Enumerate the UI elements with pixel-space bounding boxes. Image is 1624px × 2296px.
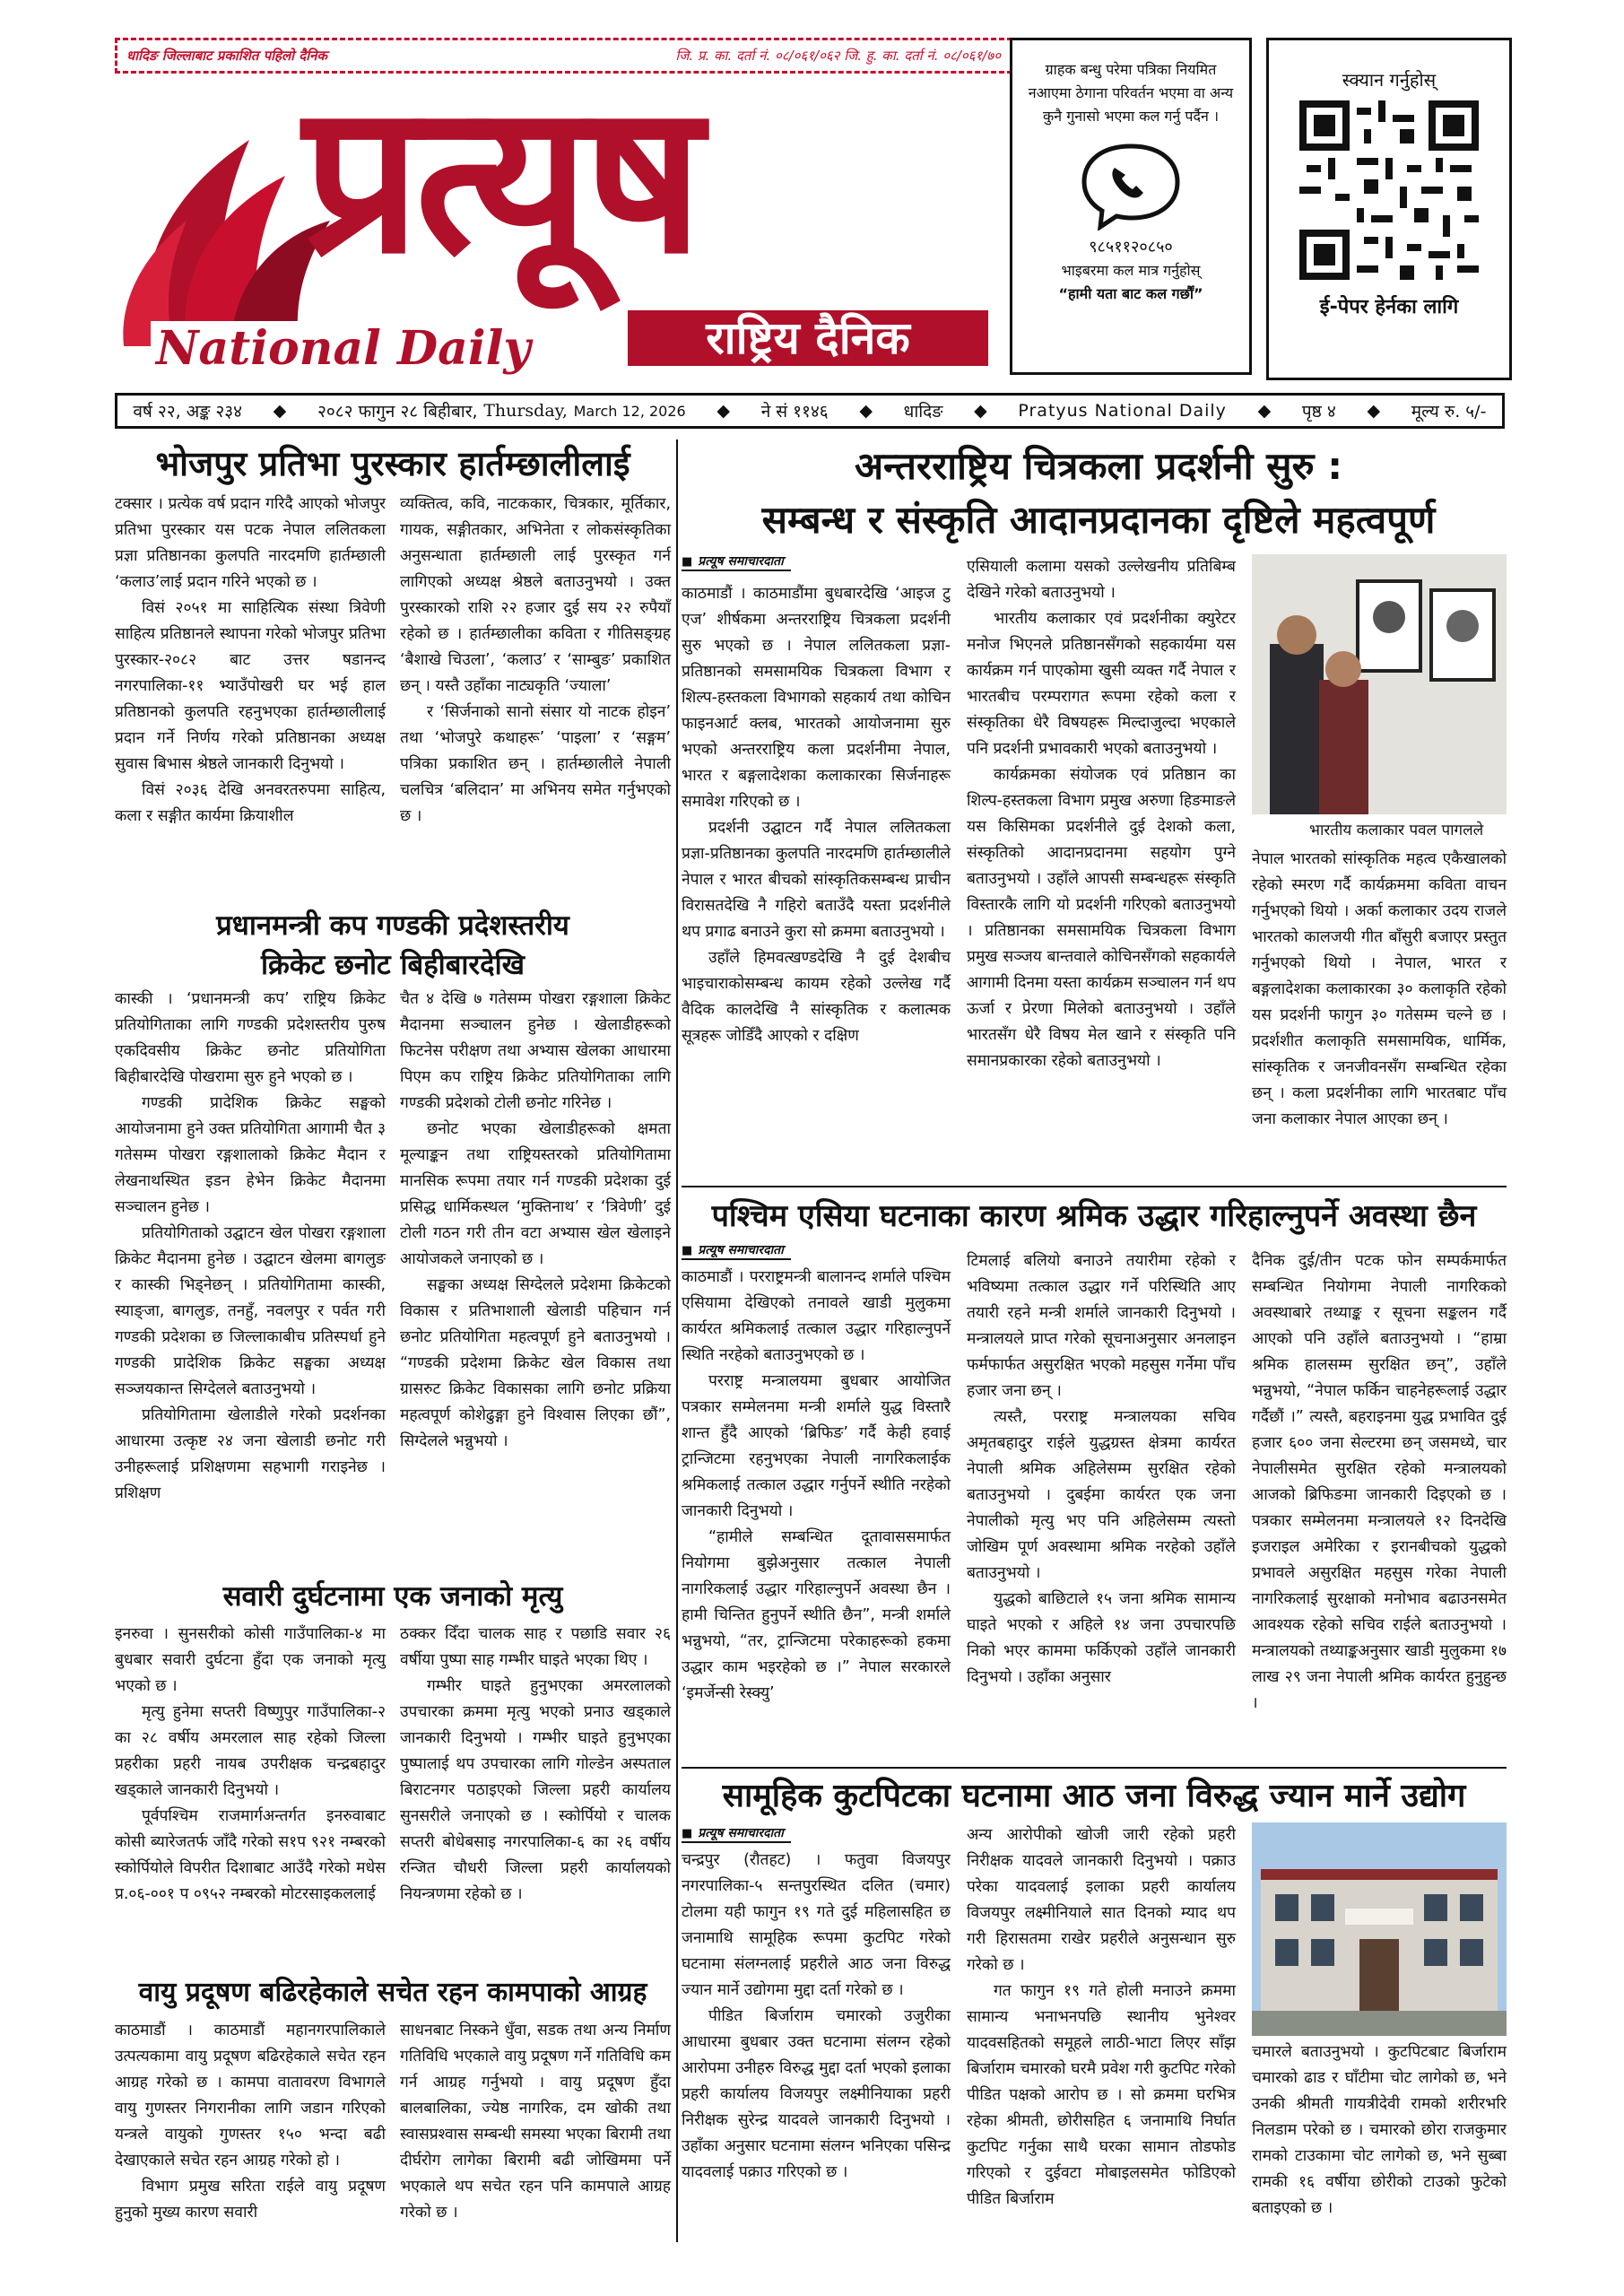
paragraph: युद्धको बाछिटाले १५ जना श्रमिक सामान्य घाइते भएको र अहिले १४ जना उपचारपछि निको भएर काममा फर्किएको उहाँले जानकारी दिनुभयो । उहाँका अनुसार — [967, 1590, 1236, 1686]
paragraph: त्यस्तै, परराष्ट्र मन्त्रालयका सचिव अमृतबहादुर राईले युद्धग्रस्त क्षेत्रमा कार्यरत नेपाली श्रमिक अहिलेसम्म सुरक्षित रहेको बताउनुभयो । दुबईमा कार्यरत एक जना नेपालीको मृत्यु भए पनि अहिलेसम्म त्यस्तो जोखिम पूर्ण अवस्थामा श्रमिक नरहेको उहाँले बताउनुभयो । — [967, 1408, 1236, 1582]
paragraph: प्रदर्शनी उद्घाटन गर्दै नेपाल ललितकला प्रज्ञा-प्रतिष्ठानका कुलपति नारदमणि हार्तम्छालीले नेपाल र भारत बीचको सांस्कृतिकसम्बन्ध प्राचीन विरासतदेखि नै गहिरो बताउँदै यस्ता प्रदर्शनीले थप प्रगाढ बनाउने कुरा सो क्रममा बताउनुभयो । — [682, 819, 951, 941]
column-divider — [676, 439, 678, 2242]
viber-note: भाइबरमा कल मात्र गर्नुहोस् — [1061, 262, 1201, 279]
cricket-column-1 — [115, 987, 386, 1507]
bhojpur-headline[interactable]: भोजपुर प्रतिभा पुरस्कार हार्तम्छालीलाई — [155, 444, 630, 483]
paragraph: अन्य आरोपीको खोजी जारी रहेको प्रहरी निरीक्षक यादवले जानकारी दिनुभयो । पक्राउ परेका यादवलाई इलाका प्रहरी कार्यालय विजयपुर लक्ष्मीनियाले सात दिनको म्याद थप गरी हिरासतमा राखेर प्रहरीले अनुसन्धान सुरु गरेको छ । — [967, 1826, 1236, 1974]
logo-english-subtitle: National Daily — [151, 321, 536, 376]
paragraph: “हामीले सम्बन्धित दूतावाससमार्फत नियोगमा बुझेअनुसार तत्काल नेपाली नागरिकलाई उद्धार गरिहाल्नुपर्ने अवस्था छैन । हामी चिन्तित हुनुपर्ने स्थीति छैन”, मन्त्री शर्माले भन्नुभयो, “तर, ट्रान्जिटमा परेकाहरूको हकमा उद्धार काम भइरहेको छ ।” नेपाल सरकारले ‘इमर्जेन्सी रेस्क्यु’ — [682, 1528, 951, 1702]
assault-byline: ■ प्रत्यूष समाचारदाता — [682, 1824, 791, 1843]
paragraph: नेपाल भारतको सांस्कृतिक महत्व एकैखालको रहेको स्मरण गर्दै कार्यक्रममा कविता वाचन गर्नुभएको थियो । अर्का कलाकार उदय राजले भारतको कालजयी गीत बाँसुरी बजाएर प्रस्तुत गर्नुभएको थियो । नेपाल, भारत र बङ्गलादेशका कलाकारका ३० कलाकृति रहेको यस प्रदर्शनी फागुन ३० गतेसम्म चल्ने छ । प्रदर्शशीत कलाकृति समसामयिक, धार्मिक, सांस्कृतिक र जनजीवनसँग सम्बन्धित रहेका छन् । कला प्रदर्शनीका लागि भारतबाट पाँच जना कलाकार नेपाल आएका छन् । — [1252, 850, 1507, 1128]
paragraph: टक्सार । प्रत्येक वर्ष प्रदान गरिदै आएको भोजपुर प्रतिभा पुरस्कार यस पटक नेपाल ललितकला प्रज्ञा प्रतिष्ठानका कुलपति नारदमणि हार्तम्छाली ‘कलाउ’लाई प्रदान गरिने भएको छ । — [115, 495, 386, 591]
pollution-column-2 — [400, 2018, 671, 2226]
paragraph: कास्की । ‘प्रधानमन्त्री कप’ राष्ट्रिय क्रिकेट प्रतियोगिताका लागि गण्डकी प्रदेशस्तरीय पुरुष एकदिवसीय क्रिकेट छनोट प्रतियोगिता बिहीबारदेखि पोखरामा सुरु हुने भएको छ । — [115, 990, 386, 1086]
art-headline[interactable] — [690, 439, 1507, 547]
diamond-icon: ◆ — [1367, 401, 1381, 421]
paragraph: काठमाडौं । काठमाडौं महानगरपालिकाले उत्पत्यकामा वायु प्रदूषण बढिरहेकाले सचेत रहन आग्रह गरेको छ । कामपा वातावरण विभागले वायु गुणस्तर निगरानीका लागि जडान गरिएको यन्त्रले वायुको गुणस्तर १५० भन्दा बढी देखाएकाले सचेत रहन आग्रह गरेको हो । — [115, 2022, 386, 2170]
viber-quote: “हामी यता बाट कल गर्छौं” — [1058, 285, 1203, 302]
phone-number[interactable]: ९८५११२०८५० — [1089, 238, 1173, 257]
gallery-scene-icon — [1252, 554, 1507, 814]
westasia-column-1 — [682, 1265, 951, 1707]
paragraph: मृत्यु हुनेमा सप्तरी विष्णुपुर गाउँपालिका-२ का २८ वर्षीय अमरलाल साह रहेको जिल्ला प्रहरीका प्रहरी नायब उपरीक्षक चन्द्रबहादुर खड्काले जानकारी दिनुभयो । — [115, 1703, 386, 1799]
diamond-icon: ◆ — [859, 401, 873, 421]
paragraph: गम्भीर घाइते हुनुभएका अमरलालको उपचारका क्रममा मृत्यु भएको प्रनाउ खड्काले जानकारी दिनुभयो । गम्भीर घाइते हुनुभएका पुष्पालाई थप उपचारका लागि गोल्डेन अस्पताल बिराटनगर पठाइएको जिल्ला प्रहरी कार्यालय सुनसरीले जनाएको छ । स्कोर्पियो र चालक सप्तरी बोधेबसाइ नगरपालिका-६ का २६ वर्षीय रन्जित चौधरी जिल्ला प्रहरी कार्यालयको नियन्त्रणमा रहेको छ । — [400, 1677, 671, 1903]
cricket-headline[interactable] — [115, 906, 671, 985]
paragraph: काठमाडौं । काठमाडौंमा बुधबारदेखि ‘आइज टु एज’ शीर्षकमा अन्तरराष्ट्रिय चित्रकला प्रदर्शनी सुरु भएको छ । नेपाल ललितकला प्रज्ञा-प्रतिष्ठानको समसामयिक चित्रकला विभाग र शिल्प-हस्तकला विभागको सहकार्य तथा कोचिन फाइनआर्ट क्लब, भारतको आयोजनामा सुरु भएको अन्तरराष्ट्रिय कला प्रदर्शनीमा नेपाल, भारत र बङ्गलादेशका कलाकारका सिर्जनाहरू समावेश गरिएको छ । — [682, 585, 951, 811]
art-headline-line-2: सम्बन्ध र संस्कृति आदानप्रदानका दृष्टिले महत्वपूर्ण — [761, 498, 1436, 542]
dateline-bar — [115, 393, 1505, 429]
cricket-headline-line-2: क्रिकेट छनोट बिहीबारदेखि — [261, 949, 525, 981]
pollution-headline[interactable]: वायु प्रदूषण बढिरहेकाले सचेत रहन कामपाको आग्रह — [138, 1977, 647, 2008]
logo-nepali-subtitle: राष्ट्रिय दैनिक — [628, 310, 988, 366]
art-column-2 — [967, 554, 1236, 1074]
nepal-samvat: ने सं ११४६ — [760, 402, 829, 422]
assault-column-3 — [1252, 2039, 1507, 2222]
paragraph: कार्यक्रमका संयोजक एवं प्रतिष्ठान का शिल्प-हस्तकला विभाग प्रमुख अरुणा हिङमाङले यस किसिमका प्रदर्शनीले दुई देशको कला, संस्कृतिको आदानप्रदानमा सहयोग पुग्ने बताउनुभयो । उहाँले आपसी सम्बन्धहरू संस्कृति विस्तारकै लागि यो प्रदर्शनी गरिएको बताउनुभयो । प्रतिष्ठानका समसामयिक चित्रकला विभाग प्रमुख सञ्जय बान्तवाले कोचिनसँगको सहकार्यले आगामी दिनमा यस्ता कार्यक्रम सञ्चालन गर्न थप ऊर्जा र प्रेरणा मिलेको बताउनुभयो । उहाँले भारतसँग धेरै विषय मेल खाने र संस्कृति पनि समानप्रकारका रहेको बताउनुभयो । — [967, 766, 1236, 1070]
paragraph: इनरुवा । सुनसरीको कोसी गाउँपालिका-४ मा बुधबार सवारी दुर्घटना हुँदा एक जनाको मृत्यु भएको छ । — [115, 1625, 386, 1695]
epaper-label: ई-पेपर हेर्नका लागि — [1319, 296, 1459, 318]
bhojpur-column-1 — [115, 491, 386, 830]
paragraph: दैनिक दुई/तीन पटक फोन सम्पर्कमार्फत सम्बन्धित नियोगमा नेपाली नागरिकको अवस्थाबारे तथ्याङ्क र सूचना सङ्कलन गर्दै आएको पनि उहाँले बताउनुभयो । “हाम्रा श्रमिक हालसम्म सुरक्षित छन्”, उहाँले भन्नुभयो, “नेपाल फर्किन चाहनेहरूलाई उद्धार गर्दैछौं ।” त्यस्तै, बहराइनमा युद्ध प्रभावित दुई हजार ६०० जना सेल्टरमा छन् जसमध्ये, चार नेपालीसमेत सुरक्षित रहेको मन्त्रालयको आजको ब्रिफिङमा जानकारी दिइएको छ । पत्रकार सम्मेलनमा मन्त्रालयले १२ दिनदेखि इजराइल अमेरिका र इरानबीचको युद्धको प्रभावले असुरक्षित महसुस गरेका नेपाली नागरिकलाई सुरक्षाको मनोभाव बढाउनसमेत आवश्यक रहेको सचिव राईले बताउनुभयो । मन्त्रालयको तथ्याङ्कअनुसार खाडी मुलुकमा १७ लाख २९ जना नेपाली श्रमिक कार्यरत हुनुहुन्छ । — [1252, 1252, 1507, 1712]
art-column-3 — [1252, 847, 1507, 1133]
diamond-icon: ◆ — [1257, 401, 1272, 421]
paragraph: व्यक्तित्व, कवि, नाटककार, चित्रकार, मूर्तिकार, गायक, सङ्गीतकार, अभिनेता र लोकसंस्कृतिका अनुसन्धाता हार्तम्छाली लाई पुरस्कृत गर्न लागिएको अध्यक्ष श्रेष्ठले बताउनुभयो । उक्त पुरस्कारको राशि २२ हजार दुई सय २२ रुपैयाँ रहेको छ । हार्तम्छालीका कविता र गीतिसङ्ग्रह ‘बैशाखे चिउला’, ‘कलाउ’ र ‘साम्बुङ’ प्रकाशित छन् । यस्तै उहाँका नाट्यकृति ‘ज्याला’ — [400, 495, 671, 695]
page-number: पृष्ठ ४ — [1301, 402, 1336, 422]
date-english: March 12, 2026 — [573, 402, 686, 420]
building-icon — [1252, 1822, 1507, 2036]
customer-service-box — [1010, 38, 1252, 375]
paragraph: पीडित बिर्जाराम चमारको उजुरीका आधारमा बुधबार उक्त घटनामा संलग्न रहेको आरोपमा उनीहरु विरुद्ध मुद्दा दर्ता भएको इलाका प्रहरी कार्यालय विजयपुर लक्ष्मीनियाका प्रहरी निरीक्षक सुरेन्द्र यादवले जानकारी दिनुभयो । उहाँका अनुसार घटनामा संलग्न भनिएका पसिन्द्र यादवलाई पक्राउ गरिएको छ । — [682, 2007, 951, 2181]
paragraph: सङ्घका अध्यक्ष सिग्देलले प्रदेशमा क्रिकेटको विकास र प्रतिभाशाली खेलाडी पहिचान गर्न छनोट प्रतियोगिता महत्वपूर्ण हुने बताउनुभयो । “गण्डकी प्रदेशमा क्रिकेट खेल विकास तथा ग्रासरुट क्रिकेट विकासका लागि छनोट प्रक्रिया महत्वपूर्ण कोशेढुङ्गा हुने विश्वास लिएका छौं”, सिग्देलले भन्नुभयो । — [400, 1276, 671, 1450]
accident-column-2 — [400, 1622, 671, 1908]
paragraph: भारतीय कलाकार एवं प्रदर्शनीका क्युरेटर मनोज भिएनले प्रतिष्ठानसँगको सहकार्यमा यस कार्यक्रम गर्न पाएकोमा खुसी व्यक्त गर्दै नेपाल र भारतबीच परम्परागत रूपमा रहेको कला र संस्कृतिका धेरै विषयहरू मिल्दाजुल्दा भएकाले पनि प्रदर्शनी प्रभावकारी भएको बताउनुभयो । — [967, 610, 1236, 758]
police-office-photo — [1252, 1822, 1507, 2036]
cricket-headline-line-1: प्रधानमन्त्री कप गण्डकी प्रदेशस्तरीय — [216, 909, 569, 942]
diamond-icon: ◆ — [273, 401, 287, 421]
assault-column-2 — [967, 1822, 1236, 2213]
westasia-column-3 — [1252, 1248, 1507, 1717]
paragraph: उहाँले हिमवत्खण्डदेखि नै दुई देशबीच भाइचाराकोसम्बन्ध कायम रहेको उल्लेख गर्दै वैदिक कालदेखि नै सांस्कृतिक र कलात्मक सूत्रहरू जोडिँदै आएको र दक्षिण — [682, 949, 951, 1045]
westasia-headline[interactable]: पश्चिम एसिया घटनाका कारण श्रमिक उद्धार गरिहाल्नुपर्ने अवस्था छैन — [711, 1198, 1477, 1234]
assault-headline[interactable]: सामूहिक कुटपिटका घटनामा आठ जना विरुद्ध ज्यान मार्ने उद्योग — [722, 1778, 1466, 1814]
pollution-column-1 — [115, 2018, 386, 2226]
section-divider — [682, 1767, 1507, 1769]
paragraph: पूर्वपश्चिम राजमार्गअन्तर्गत इनरुवाबाट कोसी ब्यारेजतर्फ जाँदै गरेको स१प ९२१ नम्बरको स्कोर्पियोले विपरीत दिशाबाट आउँदै गरेको मधेस प्र.०६-००१ प ०९५२ नम्बरको मोटरसाइकललाई — [115, 1807, 386, 1903]
logo-title: प्रत्यूष — [303, 60, 698, 300]
paragraph: ठक्कर दिँदा चालक साह र पछाडि सवार २६ वर्षीया पुष्पा साह गम्भीर घाइते भएका थिए । — [400, 1625, 671, 1669]
paragraph: परराष्ट्र मन्त्रालयमा बुधबार आयोजित पत्रकार सम्मेलनमा मन्त्री शर्माले युद्ध विस्तारै शान्त हुँदै आएको ‘ब्रिफिङ’ गर्दै केही हवाई ट्रान्जिटमा रहनुभएका नेपाली नागरिकलाईक श्रमिकलाई तत्काल उद्धार गर्नुपर्ने स्थीति नरहेको जानकारी दिनुभयो । — [682, 1372, 951, 1520]
weekday-english: Thursday, — [483, 401, 568, 421]
paragraph: प्रतियोगिताको उद्घाटन खेल पोखरा रङ्गशाला क्रिकेट मैदानमा हुनेछ । उद्घाटन खेलमा बागलुङ र कास्की भिड्नेछन् । प्रतियोगितामा कास्की, स्याङ्जा, बागलुङ, तनहुँ, नवलपुर र पर्वत गरी गण्डकी प्रदेशका छ जिल्लाकाबीच प्रतिस्पर्धा हुने गण्डकी प्रादेशिक क्रिकेट सङ्घका अध्यक्ष सञ्जयकान्त सिग्देलले बताउनुभयो । — [115, 1224, 386, 1398]
paragraph: चैत ४ देखि ७ गतेसम्म पोखरा रङ्गशाला क्रिकेट मैदानमा सञ्चालन हुनेछ । खेलाडीहरूको फिटनेस परीक्षण तथा अभ्यास खेलका आधारमा पिएम कप राष्ट्रिय क्रिकेट प्रतियोगिताका लागि गण्डकी प्रदेशको टोली छनोट गरिनेछ । — [400, 990, 671, 1112]
volume-issue: वर्ष २२, अङ्क २३४ — [133, 402, 242, 422]
cricket-column-2 — [400, 987, 671, 1455]
westasia-column-2 — [967, 1248, 1236, 1691]
paragraph: छनोट भएका खेलाडीहरूको क्षमता मूल्याङ्कन तथा राष्ट्रियस्तरको प्रतियोगितामा मानसिक रूपमा तयार गर्न गण्डकी प्रदेशका दुई प्रसिद्ध धार्मिकस्थल ‘मुक्तिनाथ’ र ‘त्रिवेणी’ दुई टोली गठन गरी तीन वटा अभ्यास खेल खेलाइने आयोजकले जनाएको छ । — [400, 1120, 671, 1268]
paragraph: गत फागुन १९ गते होली मनाउने क्रममा सामान्य भनाभनपछि स्थानीय भुनेश्वर यादवसहितको समूहले लाठी-भाटा लिएर साँझ बिर्जाराम चमारको घरमै प्रवेश गरी कुटपिट गरेको पीडित पक्षको आरोप छ । सो क्रममा घरभित्र रहेका श्रीमती, छोरीसहित ६ जनामाथि निर्घात कुटपिट गर्नुका साथै घरका सामान तोडफोड गरिएको र दुईवटा मोबाइलसमेत फोडिएको पीडित बिर्जाराम — [967, 1982, 1236, 2208]
bhojpur-column-2 — [400, 491, 671, 830]
newspaper-logo[interactable] — [115, 60, 998, 376]
art-headline-line-1: अन्तरराष्ट्रिय चित्रकला प्रदर्शनी सुरु : — [854, 444, 1343, 488]
paragraph: चमारले बताउनुभयो । कुटपिटबाट बिर्जाराम चमारको ढाड र घाँटीमा चोट लागेको छ, भने उनकी श्रीमती गायत्रीदेवी रामको शरीरभरि निलडाम परेको छ । चमारको छोरा राजकुमार रामको टाउकामा चोट लागेको छ, भने सुब्बा रामकी १६ वर्षीया छोरीको टाउको फुटेको बताइएको छ । — [1252, 2043, 1507, 2217]
customer-service-text: ग्राहक बन्धु परेमा पत्रिका नियमित नआएमा ठेगाना परिवर्तन भएमा वा अन्य कुनै गुनासो भएमा कल गर्नु पर्दैन । — [1028, 61, 1234, 125]
accident-headline[interactable]: सवारी दुर्घटनामा एक जनाको मृत्यु — [222, 1580, 563, 1613]
art-exhibition-photo — [1252, 554, 1507, 814]
paragraph: टिमलाई बलियो बनाउने तयारीमा रहेको र भविष्यमा तत्काल उद्धार गर्ने परिस्थिति आए तयारी रहने मन्त्री शर्माले जानकारी दिनुभयो । मन्त्रालयले प्राप्त गरेको सूचनाअनुसार अनलाइन फर्मफार्फत असुरक्षित भएको महसुस गर्नेमा पाँच हजार जना छन् । — [967, 1252, 1236, 1400]
scan-label: स्क्यान गर्नुहोस् — [1342, 69, 1437, 91]
viber-phone-icon — [1077, 141, 1185, 230]
qr-code-icon[interactable] — [1299, 100, 1479, 280]
paragraph: विसं २०५१ मा साहित्यिक संस्था त्रिवेणी साहित्य प्रतिष्ठानले स्थापना गरेको भोजपुर प्रतिभा पुरस्कार-२०८२ बाट उत्तर षडानन्द नगरपालिका-११ भ्याउँपोखरी घर भई हाल प्रतिष्ठानको कुलपति रहनुभएका हार्तम्छालीलाई प्रदान गर्ने निर्णय गरेको प्रतिष्ठानका अध्यक्ष सुवास बिभास श्रेष्ठले जानकारी दिनुभयो । — [115, 599, 386, 773]
paragraph: चन्द्रपुर (रौतहट) । फतुवा विजयपुर नगरपालिका-५ सन्तपुरस्थित दलित (चमार) टोलमा यही फागुन १९ गते दुई महिलासहित छ जनामाथि सामूहिक रूपमा कुटपिट गरेको घटनामा संलग्नलाई प्रहरीले आठ जना विरुद्ध ज्यान मार्ने उद्योगमा मुद्दा दर्ता गरेको छ । — [682, 1851, 951, 1999]
westasia-byline: ■ प्रत्यूष समाचारदाता — [682, 1241, 791, 1260]
diamond-icon: ◆ — [716, 401, 731, 421]
art-byline: ■ प्रत्यूष समाचारदाता — [682, 552, 791, 571]
price: मूल्य रु. ५/- — [1411, 402, 1487, 422]
paragraph: र ‘सिर्जनाको सानो संसार यो नाटक होइन’ तथा ‘भोजपुरे कथाहरू’ ‘पाइला’ र ‘सङ्गम’ पत्रिका प्रकाशित छन् । हार्तम्छालीले नेपाली चलचित्र ‘बलिदान’ मा अभिनय समेत गर्नुभएको छ । — [400, 703, 671, 825]
paragraph: साधनबाट निस्कने धुँवा, सडक तथा अन्य निर्माण गतिविधि भएकाले वायु प्रदूषण गर्ने गतिविधि कम गर्न आग्रह गर्नुभयो । वायु प्रदूषण हुँदा बालबालिका, ज्येष्ठ नागरिक, दम खोकी तथा स्वासप्रश्वास सम्बन्धी समस्या भएका बिरामी तथा दीर्घरोग लागेका बिरामी बढी जोखिममा पर्ने भएकाले थप सचेत रहन पनि कामपाले आग्रह गरेको छ । — [400, 2022, 671, 2222]
art-photo-caption: भारतीय कलाकार पवल पागलले — [1309, 822, 1484, 839]
date-nepali: २०८२ फागुन २८ बिहीबार, — [317, 402, 478, 422]
tagline-left: धादिङ जिल्लाबाट प्रकाशित पहिलो दैनिक — [126, 48, 327, 64]
paragraph: प्रतियोगितामा खेलाडीले गरेको प्रदर्शनका आधारमा उत्कृष्ट २४ जना खेलाडी छनोट गरी उनीहरूलाई प्रशिक्षणमा सहभागी गराइनेछ । प्रशिक्षण — [115, 1406, 386, 1502]
assault-column-1 — [682, 1848, 951, 2186]
paragraph: विभाग प्रमुख सरिता राईले वायु प्रदूषण हुनुको मुख्य कारण सवारी — [115, 2178, 386, 2222]
qr-code-box — [1266, 38, 1512, 380]
accident-column-1 — [115, 1622, 386, 1908]
paragraph: एसियाली कलामा यसको उल्लेखनीय प्रतिबिम्ब देखिने गरेको बताउनुभयो । — [967, 558, 1236, 602]
tagline-right: जि. प्र. का. दर्ता नं. ०८/०६१/०६२ जि. हु. का. दर्ता नं. ०८/०६१/७० — [675, 48, 1001, 64]
place: धादिङ — [903, 402, 943, 422]
brand-name: Pratyus National Daily — [1018, 401, 1227, 421]
paragraph: काठमाडौं । परराष्ट्रमन्त्री बालानन्द शर्माले पश्चिम एसियामा देखिएको तनावले खाडी मुलुकमा कार्यरत श्रमिकलाई तत्काल उद्धार गरिहाल्नुपर्ने स्थिति नरहेको बताउनुभएको छ । — [682, 1268, 951, 1364]
diamond-icon: ◆ — [974, 401, 987, 421]
section-divider — [682, 1186, 1507, 1187]
art-column-1 — [682, 581, 951, 1049]
paragraph: विसं २०३६ देखि अनवरतरुपमा साहित्य, कला र सङ्गीत कार्यमा क्रियाशील — [115, 781, 386, 825]
paragraph: गण्डकी प्रादेशिक क्रिकेट सङ्घको आयोजनामा हुने उक्त प्रतियोगिता आगामी चैत ३ गतेसम्म पोखरा रङ्गशालाको क्रिकेट मैदान र लेखनाथस्थित इडन हेभेन क्रिकेट मैदानमा सञ्चालन हुनेछ । — [115, 1094, 386, 1216]
